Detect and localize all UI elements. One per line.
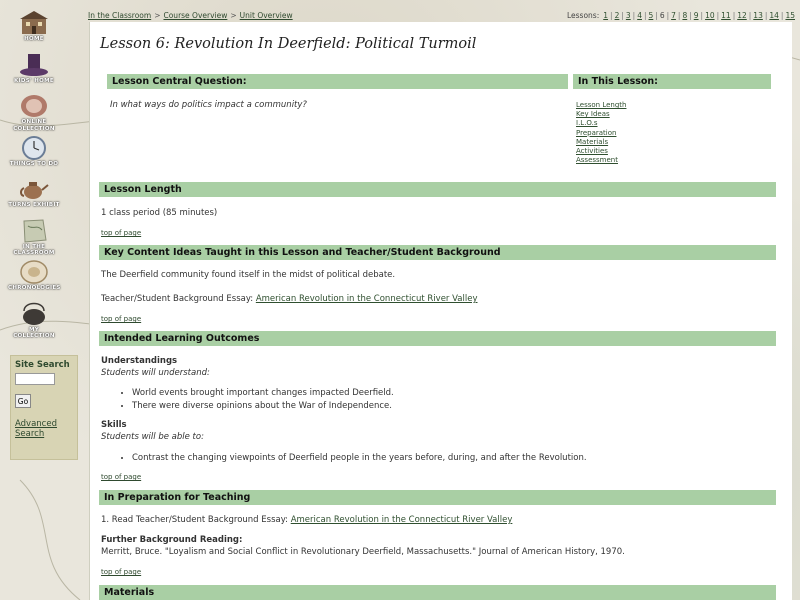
clock-icon	[19, 135, 49, 161]
preparation-essay-link[interactable]: American Revolution in the Connecticut River Valley	[290, 515, 513, 525]
lesson-separator: |	[748, 11, 752, 20]
understandings-title: Understandings	[101, 356, 178, 366]
list-item: • Contrast the changing viewpoints of Deerfield people in the years before, during, and after the Revolution.	[132, 452, 587, 465]
top-of-page-link[interactable]: top of page	[101, 315, 142, 323]
breadcrumb-separator: >	[154, 11, 161, 20]
skills-list	[112, 452, 587, 465]
further-reading-text: Merritt, Bruce. "Loyalism and Social Conflict in Revolutionary Deerfield, Massachusetts." Journal of American History, 1970.	[101, 547, 625, 557]
lesson-separator: |	[764, 11, 768, 20]
sidebar-item-online-collection[interactable]	[8, 93, 60, 132]
main-content	[89, 22, 792, 600]
hat-icon	[19, 52, 49, 78]
sidebar-label: IN THE CLASSROOM	[13, 243, 55, 256]
breadcrumb-unit-overview[interactable]: Unit Overview	[239, 11, 293, 20]
lesson-separator: |	[677, 11, 681, 20]
sidebar-label: MY COLLECTION	[13, 326, 55, 339]
sidebar-item-turns-exhibit[interactable]	[8, 176, 60, 215]
lesson-link-8[interactable]: 8	[682, 11, 688, 20]
lesson-length-header: Lesson Length	[99, 182, 776, 197]
link-lesson-length[interactable]: Lesson Length	[576, 101, 627, 109]
search-input[interactable]	[15, 373, 55, 385]
lessons-label: Lessons:	[566, 11, 600, 20]
link-activities[interactable]: Activities	[576, 147, 608, 156]
sidebar-item-chronologies[interactable]	[8, 259, 60, 298]
breadcrumb-course-overview[interactable]: Course Overview	[163, 11, 228, 20]
pot-icon	[19, 301, 49, 327]
top-of-page-link[interactable]: top of page	[101, 473, 142, 481]
lesson-link-1[interactable]: 1	[603, 11, 609, 20]
skills-title: Skills	[101, 420, 127, 430]
breadcrumb-in-the-classroom[interactable]: In the Classroom	[88, 11, 152, 20]
lesson-link-11[interactable]: 11	[721, 11, 731, 20]
materials-header: Materials	[99, 585, 776, 600]
link-key-ideas[interactable]: Key Ideas	[576, 110, 610, 119]
lesson-current: 6	[659, 11, 665, 20]
sidebar-item-in-the-classroom[interactable]	[8, 218, 60, 257]
sidebar-label: THINGS TO DO	[9, 160, 59, 167]
preparation-step: 1. Read Teacher/Student Background Essay: American Revolution in the Connecticut River Valley	[101, 515, 513, 525]
background-essay-link[interactable]: American Revolution in the Connecticut River Valley	[255, 294, 478, 304]
breadcrumb	[88, 11, 293, 20]
top-of-page-link[interactable]: top of page	[101, 568, 142, 576]
lesson-link-2[interactable]: 2	[614, 11, 620, 20]
plate-icon	[19, 259, 49, 285]
lesson-separator: |	[621, 11, 624, 20]
key-ideas-text: The Deerfield community found itself in the midst of political debate.	[101, 270, 396, 280]
link-materials[interactable]: Materials	[576, 137, 609, 146]
sidebar-label: CHRONOLOGIES	[8, 285, 61, 291]
in-this-lesson-header: In This Lesson:	[573, 74, 771, 89]
central-question-header: Lesson Central Question:	[107, 74, 568, 89]
lesson-link-13[interactable]: 13	[753, 11, 763, 20]
lesson-link-14[interactable]: 14	[769, 11, 779, 20]
sidebar-item-things-to-do[interactable]	[8, 135, 60, 174]
sidebar-nav	[8, 10, 60, 342]
lesson-separator: |	[655, 11, 658, 20]
lesson-link-4[interactable]: 4	[637, 11, 642, 20]
page-title: Lesson 6: Revolution In Deerfield: Political Turmoil	[100, 36, 477, 52]
search-go-button[interactable]: Go	[15, 394, 31, 408]
lesson-link-12[interactable]: 12	[737, 11, 747, 20]
lesson-separator: |	[689, 11, 692, 20]
sidebar-item-kids-home[interactable]	[8, 52, 60, 91]
in-this-lesson-links	[576, 101, 626, 165]
key-ideas-header: Key Content Ideas Taught in this Lesson and Teacher/Student Background	[99, 245, 776, 260]
lesson-link-10[interactable]: 10	[705, 11, 715, 20]
sidebar-label: KIDS' HOME	[14, 77, 54, 84]
lesson-separator: |	[666, 11, 670, 20]
lesson-separator: |	[732, 11, 736, 20]
learning-outcomes-header: Intended Learning Outcomes	[99, 331, 776, 346]
skills-subtitle: Students will be able to:	[101, 432, 204, 442]
preparation-header: In Preparation for Teaching	[99, 490, 776, 505]
further-reading-title: Further Background Reading:	[101, 535, 243, 545]
site-search-title: Site Search	[15, 360, 70, 370]
understandings-list	[112, 387, 394, 412]
lesson-length-text: 1 class period (85 minutes)	[101, 208, 218, 218]
lessons-nav	[567, 11, 796, 20]
lesson-link-3[interactable]: 3	[625, 11, 631, 20]
site-search-panel	[10, 355, 78, 460]
sidebar-label: HOME	[24, 36, 44, 42]
sidebar-item-my-collection[interactable]	[8, 301, 60, 340]
list-item: • World events brought important changes impacted Deerfield.	[132, 387, 394, 400]
lesson-link-15[interactable]: 15	[785, 11, 795, 20]
background-essay-line: Teacher/Student Background Essay: American Revolution in the Connecticut River Valley	[101, 294, 478, 304]
link-preparation[interactable]: Preparation	[576, 128, 617, 137]
link-ilos[interactable]: I.L.O.s	[576, 119, 598, 128]
understandings-subtitle: Students will understand:	[101, 368, 210, 378]
teapot-icon	[19, 176, 49, 202]
lesson-separator: |	[643, 11, 647, 20]
sidebar-item-home[interactable]	[8, 10, 60, 49]
lesson-separator: |	[632, 11, 636, 20]
sidebar-label: ONLINE COLLECTION	[13, 119, 55, 132]
lesson-separator: |	[780, 11, 784, 20]
advanced-search-link[interactable]: Advanced Search	[15, 419, 57, 439]
house-icon	[19, 10, 49, 36]
lesson-link-5[interactable]: 5	[648, 11, 654, 20]
list-item: • There were diverse opinions about the War of Independence.	[132, 400, 394, 413]
lesson-separator: |	[716, 11, 720, 20]
mirror-icon	[19, 93, 49, 119]
top-of-page-link[interactable]: top of page	[101, 229, 142, 237]
sidebar-label: TURNS EXHIBIT	[8, 202, 60, 208]
lesson-link-7[interactable]: 7	[671, 11, 676, 20]
lesson-link-9[interactable]: 9	[693, 11, 699, 20]
lesson-separator: |	[610, 11, 613, 20]
breadcrumb-separator: >	[230, 11, 237, 20]
central-question-text: In what ways do politics impact a community?	[110, 100, 307, 110]
lesson-separator: |	[700, 11, 704, 20]
map-icon	[19, 218, 49, 244]
link-assessment[interactable]: Assessment	[576, 156, 618, 165]
